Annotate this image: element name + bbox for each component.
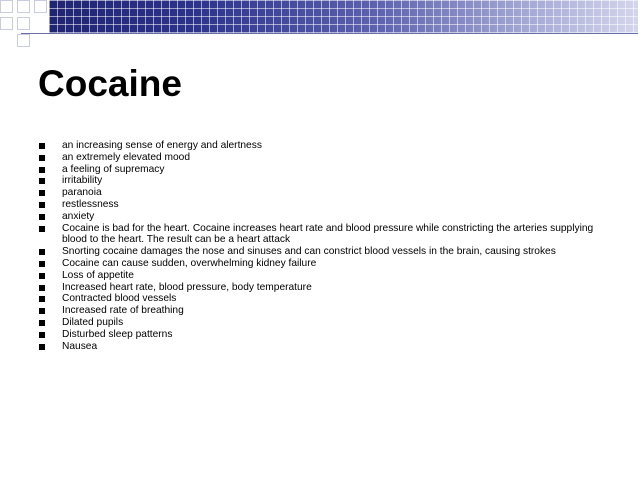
bullet-item: [38, 223, 598, 247]
bullet-item: [38, 329, 598, 341]
bullet-text: Loss of appetite: [62, 269, 134, 281]
bullet-item: [38, 211, 598, 223]
decor-square-5: [17, 17, 30, 30]
square-bullet-icon: [39, 273, 45, 279]
bullet-item: [38, 270, 598, 282]
square-bullet-icon: [39, 155, 45, 161]
header-divider: [21, 33, 638, 34]
decor-square-1: [0, 0, 13, 13]
bullet-item: [38, 258, 598, 270]
bullet-item: [38, 305, 598, 317]
square-bullet-icon: [39, 320, 45, 326]
bullet-item: [38, 175, 598, 187]
bullet-text: irritability: [62, 175, 103, 187]
bullet-item: [38, 199, 598, 211]
bullet-item: [38, 140, 598, 152]
bullet-text: Disturbed sleep patterns: [62, 328, 173, 340]
bullet-text: Snorting cocaine damages the nose and sinuses and can constrict blood vessels in the brain, causing strokes: [62, 246, 556, 258]
square-bullet-icon: [39, 178, 45, 184]
bullet-text: Dilated pupils: [62, 316, 124, 328]
decor-square-2: [17, 0, 30, 13]
square-bullet-icon: [39, 285, 45, 291]
header-bar: [49, 0, 638, 33]
square-bullet-icon: [39, 332, 45, 338]
bullet-item: [38, 187, 598, 199]
bullet-text: restlessness: [62, 198, 119, 210]
bullet-text: an increasing sense of energy and alertness: [62, 140, 262, 151]
bullet-item: [38, 341, 598, 353]
bullet-text: paranoia: [62, 187, 102, 199]
bullet-text: Cocaine can cause sudden, overwhelming kidney failure: [62, 257, 317, 269]
square-bullet-icon: [39, 167, 45, 173]
square-bullet-icon: [39, 344, 45, 350]
bullet-text: anxiety: [62, 210, 95, 222]
decor-square-3: [34, 0, 47, 13]
bullet-text: Nausea: [62, 340, 98, 352]
square-bullet-icon: [39, 190, 45, 196]
bullet-item: [38, 246, 598, 258]
bullet-text: Cocaine is bad for the heart. Cocaine increases heart rate and blood pressure while constricting the arteries supplying blood to the heart. The result can be a heart attack: [62, 222, 594, 246]
bullet-item: [38, 164, 598, 176]
bullet-text: an extremely elevated mood: [62, 151, 190, 163]
square-bullet-icon: [39, 226, 45, 232]
square-bullet-icon: [39, 249, 45, 255]
bullet-text: Contracted blood vessels: [62, 293, 177, 305]
decor-square-6: [17, 34, 30, 47]
square-bullet-icon: [39, 143, 45, 149]
square-bullet-icon: [39, 202, 45, 208]
square-bullet-icon: [39, 308, 45, 314]
slide-title: Cocaine: [38, 63, 182, 104]
square-bullet-icon: [39, 214, 45, 220]
decor-square-4: [0, 17, 13, 30]
bullet-item: [38, 282, 598, 294]
bullet-item: [38, 317, 598, 329]
bullet-text: Increased rate of breathing: [62, 305, 184, 317]
bullet-list: [38, 140, 598, 352]
bullet-text: Increased heart rate, blood pressure, body temperature: [62, 281, 312, 293]
bullet-text: a feeling of supremacy: [62, 163, 165, 175]
bullet-item: [38, 152, 598, 164]
square-bullet-icon: [39, 296, 45, 302]
square-bullet-icon: [39, 261, 45, 267]
bullet-item: [38, 293, 598, 305]
